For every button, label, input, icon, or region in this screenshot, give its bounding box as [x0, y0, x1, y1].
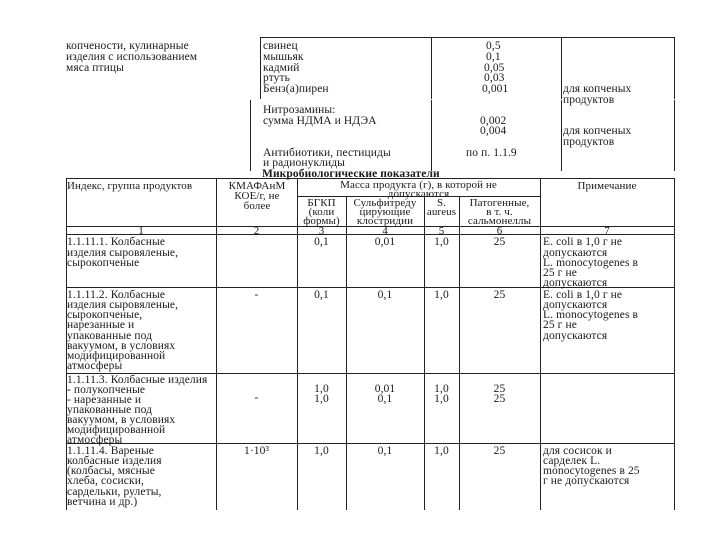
row-bgkp: 0,1: [314, 289, 329, 301]
row-product: сырокопченые,: [67, 309, 143, 321]
header-bgkp: формы): [303, 215, 340, 227]
row-pathogen: 25: [493, 445, 506, 457]
row-note: E. coli в 1,0 г не: [543, 236, 623, 248]
rule: [674, 100, 675, 171]
indicator-name: Бенз(а)пирен: [263, 83, 329, 95]
column-number: 3: [318, 225, 325, 237]
header-note: Примечание: [577, 180, 637, 192]
indicator-value: 0,004: [480, 125, 507, 137]
rule: [260, 37, 675, 38]
indicator-name: свинец: [263, 40, 298, 52]
row-product: изделия сыровяленые,: [67, 247, 179, 259]
indicator-value: 0,001: [482, 83, 509, 95]
indicator-value: по п. 1.1.9: [466, 147, 517, 159]
indicator-value: 0,05: [484, 62, 505, 74]
row-note: допускаются: [543, 277, 608, 289]
column-number: 2: [253, 225, 260, 237]
header-bgkp: (коли: [308, 206, 335, 218]
rule: [561, 100, 562, 171]
row-product: 1.1.11.2. Колбасные: [67, 289, 166, 301]
rule: [260, 37, 261, 99]
row-product: ветчина и др.): [67, 496, 138, 508]
row-note: допускаются: [543, 330, 608, 342]
row-product: вакуумом, в условиях: [67, 414, 176, 426]
row-note: 25 г не: [543, 267, 577, 279]
row-saureus: 1,0: [434, 289, 449, 301]
rule: [674, 37, 675, 99]
row-pathogen: 25: [493, 289, 506, 301]
indicator-value: 0,1: [486, 51, 501, 63]
header-product-group: Индекс, группа продуктов: [67, 180, 193, 192]
row-product: вакуумом, в условиях: [67, 340, 176, 352]
row-pathogen: 25: [493, 393, 506, 405]
header-sulfit: Сульфитреду: [353, 197, 417, 209]
row-product: атмосферы: [67, 360, 123, 372]
row-product: 1.1.11.3. Колбасные изделия: [67, 374, 208, 386]
row-pathogen: 25: [493, 383, 506, 395]
row-product: - нарезанные и: [67, 394, 142, 406]
column-number: 5: [438, 225, 445, 237]
indicator-value: 0,002: [480, 115, 507, 127]
row-saureus: 1,0: [434, 383, 449, 395]
header-kmafanm: более: [243, 200, 271, 212]
row-bgkp: 1,0: [314, 383, 329, 395]
indicator-name: и радионуклиды: [263, 157, 346, 169]
indicator-value: 0,5: [486, 40, 501, 52]
product-text: изделия с использованием: [66, 51, 198, 63]
row-product: упакованные под: [67, 330, 153, 342]
column-number: 1: [138, 225, 144, 237]
row-product: модифицированной: [67, 424, 166, 436]
row-bgkp: 1,0: [314, 393, 329, 405]
rule: [431, 37, 432, 99]
row-saureus: 1,0: [434, 445, 449, 457]
header-bgkp: БГКП: [307, 197, 336, 209]
column-number: 6: [496, 225, 503, 237]
row-note: для сосисок и: [543, 445, 612, 457]
rule: [561, 37, 562, 99]
header-mass-group: допускаются: [387, 188, 450, 200]
row-bgkp: 0,1: [314, 236, 329, 248]
rule: [431, 100, 432, 171]
header-pathogen: Патогенные,: [469, 197, 530, 209]
header-sulfit: цирующие: [359, 206, 411, 218]
header-pathogen: сальмонеллы: [467, 215, 532, 227]
indicator-value: 0,03: [484, 72, 505, 84]
column-number: 4: [382, 225, 388, 237]
header-pathogen: в т. ч.: [486, 206, 513, 218]
row-note: E. coli в 1,0 г не: [543, 289, 623, 301]
indicator-name: мышьяк: [263, 51, 304, 63]
row-note: monocytogenes в 25: [543, 465, 640, 477]
row-product: сардельки, рулеты,: [67, 486, 162, 498]
rule: [674, 178, 675, 510]
row-product: хлеба, сосиски,: [67, 475, 144, 487]
row-product: 1.1.11.4. Вареные: [67, 445, 155, 457]
row-sulfit: 0,1: [377, 393, 393, 405]
row-product: (колбасы, мясные: [67, 465, 155, 477]
row-product: - полукопченые: [67, 384, 146, 396]
row-sulfit: 0,01: [374, 236, 396, 248]
row-note: допускаются: [543, 247, 608, 259]
row-kmafanm: 1·10³: [243, 445, 270, 457]
product-text: копчености, кулинарные: [66, 40, 189, 52]
indicator-note: для копченых: [563, 125, 632, 137]
row-saureus: 1,0: [434, 393, 449, 405]
row-kmafanm: -: [254, 289, 259, 301]
row-note: сарделек L.: [543, 455, 601, 467]
section-title: Микробиологические показатели: [262, 168, 440, 180]
rule: [66, 443, 675, 444]
row-bgkp: 1,0: [314, 445, 329, 457]
row-note: L. monocytogenes в: [543, 257, 639, 269]
row-product: 1.1.11.1. Колбасные: [67, 236, 166, 248]
row-product: сырокопченые: [67, 257, 140, 269]
header-kmafanm: КОЕ/г, не: [234, 190, 280, 202]
nitrosamines-heading: Нитрозамины:: [263, 104, 336, 116]
row-note: 25 г не: [543, 319, 577, 331]
rule: [250, 100, 251, 171]
row-product: нарезанные и: [67, 319, 135, 331]
row-note: L. monocytogenes в: [543, 309, 639, 321]
row-sulfit: 0,1: [377, 289, 393, 301]
header-saureus: aureus: [426, 206, 457, 218]
header-mass-group: Масса продукта (г), в которой не: [340, 179, 497, 191]
row-product: колбасные изделия: [67, 455, 162, 467]
product-text: мяса птицы: [66, 62, 125, 74]
header-sulfit: клостридии: [356, 215, 414, 227]
row-sulfit: 0,01: [374, 383, 396, 395]
row-note: допускаются: [543, 299, 608, 311]
row-sulfit: 0,1: [377, 445, 393, 457]
indicator-note: для копченых: [563, 83, 632, 95]
row-kmafanm: -: [254, 392, 259, 404]
row-product: атмосферы: [67, 434, 123, 446]
row-product: изделия сыровяленые,: [67, 299, 179, 311]
indicator-note: продуктов: [563, 136, 615, 148]
indicator-name: сумма НДМА и НДЭА: [263, 115, 377, 127]
row-note: г не допускаются: [543, 475, 630, 487]
header-saureus: S.: [436, 197, 447, 209]
header-kmafanm: КМАФАнМ: [228, 180, 286, 192]
indicator-note: продуктов: [563, 94, 615, 106]
indicator-name: Антибиотики, пестициды: [263, 147, 391, 159]
indicator-name: ртуть: [263, 72, 290, 84]
column-number: 7: [604, 225, 610, 237]
row-product: модифицированной: [67, 350, 166, 362]
indicator-name: кадмий: [263, 62, 300, 74]
row-pathogen: 25: [493, 236, 506, 248]
row-product: упакованные под: [67, 404, 153, 416]
row-saureus: 1,0: [434, 236, 449, 248]
